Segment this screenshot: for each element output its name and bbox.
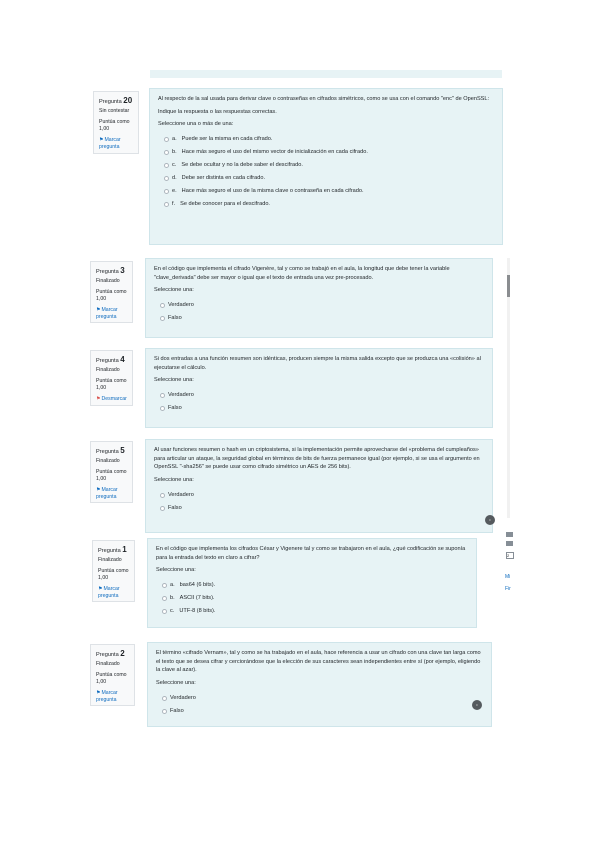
question-content	[149, 88, 503, 245]
radio-button[interactable]	[160, 393, 165, 398]
side-panel-link[interactable]: Mi	[505, 574, 511, 580]
answer-option-true[interactable]: Verdadero	[154, 389, 484, 402]
answer-option[interactable]: c. UTF-8 (8 bits).	[156, 605, 468, 618]
answer-option[interactable]: a. bas64 (6 bits).	[156, 579, 468, 592]
radio-button[interactable]	[160, 406, 165, 411]
checkbox[interactable]	[164, 189, 169, 194]
side-panel-box[interactable]: 2	[506, 552, 514, 559]
answer-option[interactable]: c. Se debe ocultar y no la debe saber el descifrado.	[158, 159, 494, 172]
question-text: Al usar funciones resumen o hash en un criptosistema, si la implementación permite aprovecharse del «problema del cumpleaños» para articular un ataque, la seguridad global en términos de bits de fuerza permanece igual (por ejemplo, si se usa el argumento en OpenSSL "-sha256" se puede usar como cifrado simétrico un AES de 256 bits).	[154, 447, 480, 471]
question-info	[92, 540, 135, 602]
flag-icon: ⚑	[98, 585, 103, 592]
flag-icon: ⚑	[96, 486, 101, 493]
question-status: Finalizado	[96, 366, 120, 373]
question-text: Al respecto de la sal usada para derivar clave o contraseñas en cifrados simétricos, como se usa con el comando "enc" de OpenSSL:	[158, 96, 490, 102]
answer-option-false[interactable]: Falso	[154, 402, 484, 415]
question-number: Pregunta 2	[96, 649, 125, 658]
question-status: Finalizado	[98, 556, 122, 563]
flag-icon: ⚑	[96, 689, 101, 696]
question-nav-dot[interactable]: •	[485, 515, 495, 525]
answer-prompt: Seleccione una:	[154, 476, 194, 483]
side-panel-fragment	[506, 532, 513, 537]
question-info	[90, 644, 135, 706]
checkbox[interactable]	[164, 163, 169, 168]
answer-option-true[interactable]: Verdadero	[154, 489, 484, 502]
answer-prompt: Seleccione una:	[154, 287, 194, 294]
scrollbar-track[interactable]	[507, 258, 510, 518]
question-points: Puntúa como 1,00	[96, 671, 127, 685]
question-number: Pregunta 5	[96, 446, 125, 455]
question-info	[90, 350, 133, 406]
flag-question-link[interactable]: ⚑Marcar pregunta	[96, 689, 118, 703]
question-status: Sin contestar	[99, 107, 130, 114]
question-text: Si dos entradas a una función resumen son idénticas, producen siempre la misma salida excepto que se produzca una «colisión» al ejecutarse el cálculo.	[154, 356, 481, 371]
question-text: En el código que implementa el cifrado Vigenère, tal y como se trabajó en el aula, la longitud que debe tener la variable "clave_derivada" debe ser mayor o igual que el texto de entrada una vez pre-procesado.	[154, 266, 450, 281]
flag-question-link[interactable]: ⚑Marcar pregunta	[96, 306, 118, 320]
answer-option[interactable]: e. Hace más seguro el uso de la misma clave o contraseña en cada cifrado.	[158, 185, 494, 198]
answer-option-false[interactable]: Falso	[154, 502, 484, 515]
question-points: Puntúa como 1,00	[96, 377, 127, 391]
question-info	[90, 441, 133, 503]
answer-option[interactable]: a. Puede ser la misma en cada cifrado.	[158, 133, 494, 146]
answer-option[interactable]: d. Debe ser distinta en cada cifrado.	[158, 172, 494, 185]
scrollbar-thumb[interactable]	[507, 275, 510, 297]
radio-button[interactable]	[160, 303, 165, 308]
answer-option-false[interactable]: Falso	[154, 312, 484, 325]
question-points: Puntúa como 1,00	[98, 567, 129, 581]
side-panel-fragment	[506, 541, 513, 546]
radio-button[interactable]	[160, 493, 165, 498]
question-info	[90, 261, 133, 323]
flag-icon: ⚑	[96, 306, 101, 313]
answer-option[interactable]: f. Se debe conocer para el descifrado.	[158, 198, 494, 211]
question-number: Pregunta 4	[96, 355, 125, 364]
answer-option[interactable]: b. Hace más seguro el uso del mismo vector de inicialización en cada cifrado.	[158, 146, 494, 159]
question-status: Finalizado	[96, 277, 120, 284]
flag-icon: ⚑	[99, 136, 104, 143]
flag-icon: ⚑	[96, 395, 101, 402]
question-text: En el código que implementa los cifrados César y Vigenere tal y como se trabajaron en el aula, ¿qué codificación se suponía para la entrada del texto en claro a cifrar?	[156, 546, 466, 561]
checkbox[interactable]	[164, 202, 169, 207]
flag-question-link[interactable]: ⚑Marcar pregunta	[99, 136, 121, 150]
side-panel-link[interactable]: Fir	[505, 586, 511, 592]
question-content	[145, 439, 493, 533]
question-points: Puntúa como 1,00	[96, 468, 127, 482]
answer-option[interactable]: b. ASCII (7 bits).	[156, 592, 468, 605]
answer-prompt: Seleccione una:	[156, 679, 196, 686]
question-content	[147, 538, 477, 628]
answer-prompt: Seleccione una:	[154, 377, 194, 384]
question-info	[93, 91, 139, 154]
flag-question-link[interactable]: ⚑Marcar pregunta	[96, 486, 118, 500]
question-status: Finalizado	[96, 660, 120, 667]
previous-question-bottom	[150, 70, 502, 78]
answer-option-true[interactable]: Verdadero	[154, 299, 484, 312]
question-nav-dot[interactable]: •	[472, 700, 482, 710]
checkbox[interactable]	[164, 150, 169, 155]
question-content	[145, 258, 493, 338]
radio-button[interactable]	[160, 506, 165, 511]
question-number: Pregunta 3	[96, 266, 125, 275]
unflag-question-link[interactable]: ⚑Desmarcar	[96, 395, 127, 402]
radio-button[interactable]	[160, 316, 165, 321]
question-status: Finalizado	[96, 457, 120, 464]
radio-button[interactable]	[162, 583, 167, 588]
radio-button[interactable]	[162, 709, 167, 714]
question-points: Puntúa como 1,00	[96, 288, 127, 302]
flag-question-link[interactable]: ⚑Marcar pregunta	[98, 585, 120, 599]
radio-button[interactable]	[162, 696, 167, 701]
question-number: Pregunta 20	[99, 96, 133, 105]
checkbox[interactable]	[164, 137, 169, 142]
answer-prompt: Seleccione una o más de una:	[158, 121, 234, 128]
radio-button[interactable]	[162, 609, 167, 614]
question-number: Pregunta 1	[98, 545, 127, 554]
radio-button[interactable]	[162, 596, 167, 601]
question-content	[147, 642, 492, 727]
question-content	[145, 348, 493, 428]
question-points: Puntúa como 1,00	[99, 118, 130, 132]
answer-option-true[interactable]: Verdadero	[156, 692, 483, 705]
question-instruction: Indique la respuesta o las respuestas correctas.	[158, 108, 277, 115]
checkbox[interactable]	[164, 176, 169, 181]
answer-option-false[interactable]: Falso	[156, 705, 483, 718]
question-text: El término «cifrado Vernam», tal y como se ha trabajado en el aula, hace referencia a usar un cifrado con una clave tan larga como el texto que se desea cifrar y cerciorándose que la elección de sus caracteres sean independientes entre sí (por ejemplo, eligiendo la clave al azar).	[156, 650, 481, 674]
answer-prompt: Seleccione una:	[156, 567, 196, 574]
